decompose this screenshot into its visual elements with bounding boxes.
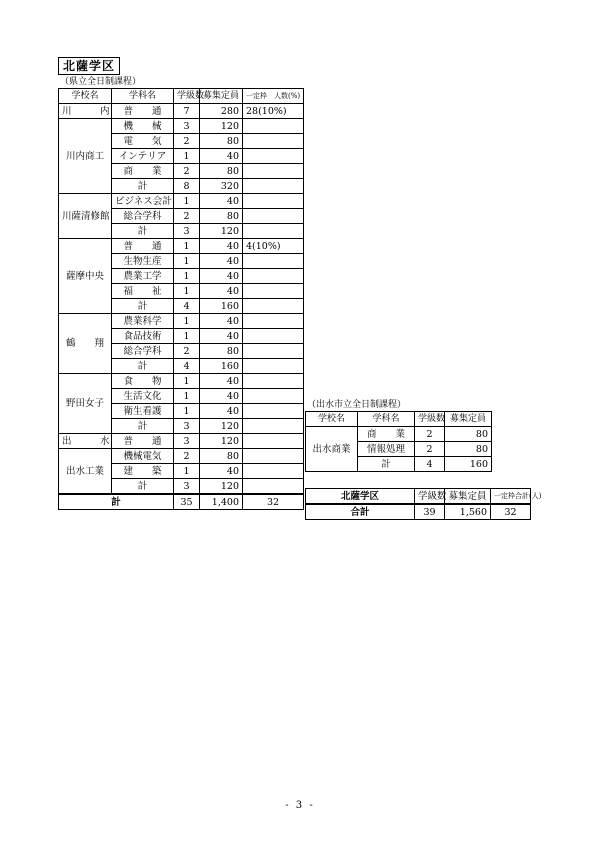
capacity-cell: 40 (200, 254, 243, 269)
school-name: 川 内 (59, 104, 112, 119)
classes-cell: 3 (174, 119, 200, 134)
dept-cell: 建 築 (112, 464, 174, 479)
capacity-cell: 120 (200, 119, 243, 134)
quota-cell (243, 194, 304, 209)
quota-cell: 4(10%) (243, 239, 304, 254)
dept-cell: 総合学科 (112, 209, 174, 224)
dept-cell: 情報処理 (358, 442, 415, 457)
header-dept: 学科名 (112, 89, 174, 104)
prefectural-table (58, 88, 304, 510)
capacity-cell: 120 (200, 419, 243, 434)
dept-cell: 食 物 (112, 374, 174, 389)
capacity-cell: 280 (200, 104, 243, 119)
dept-cell: 計 (112, 224, 174, 239)
capacity-cell: 80 (200, 164, 243, 179)
header-capacity: 募集定員 (200, 89, 243, 104)
capacity-cell: 40 (200, 464, 243, 479)
dept-cell: 計 (112, 359, 174, 374)
capacity-cell: 40 (200, 194, 243, 209)
classes-cell: 1 (174, 269, 200, 284)
summary-total-label: 合計 (306, 504, 415, 520)
dept-cell: 計 (112, 479, 174, 495)
quota-cell (243, 404, 304, 419)
summary-total-quota: 32 (491, 504, 531, 520)
quota-cell (243, 359, 304, 374)
table-row (59, 119, 304, 134)
classes-cell: 1 (174, 194, 200, 209)
capacity-cell: 40 (200, 269, 243, 284)
quota-cell (243, 164, 304, 179)
classes-cell: 4 (174, 359, 200, 374)
table-header-row (306, 489, 531, 505)
classes-cell: 3 (174, 419, 200, 434)
header-classes: 学級数 (415, 412, 445, 427)
dept-cell: 普 通 (112, 434, 174, 449)
capacity-cell: 80 (200, 209, 243, 224)
header-dept: 学科名 (358, 412, 415, 427)
classes-cell: 2 (415, 442, 445, 457)
dept-cell: 計 (112, 299, 174, 314)
school-name: 出 水 (59, 434, 112, 449)
school-name: 出水商業 (306, 427, 358, 472)
capacity-cell: 120 (200, 224, 243, 239)
dept-cell: 総合学科 (112, 344, 174, 359)
total-row (59, 494, 304, 510)
dept-cell: ビジネス会計 (112, 194, 174, 209)
quota-cell (243, 254, 304, 269)
table-row (59, 239, 304, 254)
municipal-table (305, 411, 492, 472)
total-quota: 32 (243, 494, 304, 510)
capacity-cell: 120 (200, 479, 243, 495)
quota-cell (243, 209, 304, 224)
quota-cell (243, 149, 304, 164)
school-name: 薩摩中央 (59, 239, 112, 314)
classes-cell: 2 (174, 344, 200, 359)
table-row (59, 374, 304, 389)
classes-cell: 2 (174, 449, 200, 464)
table-header-row (59, 89, 304, 104)
school-name: 出水工業 (59, 449, 112, 495)
table-row (59, 194, 304, 209)
classes-cell: 7 (174, 104, 200, 119)
classes-cell: 8 (174, 179, 200, 194)
quota-cell (243, 329, 304, 344)
dept-cell: 生活文化 (112, 389, 174, 404)
quota-cell (243, 434, 304, 449)
classes-cell: 3 (174, 434, 200, 449)
page-number: - 3 - (285, 800, 315, 811)
capacity-cell: 80 (445, 427, 492, 442)
school-name: 鶴 翔 (59, 314, 112, 374)
table-header-row (306, 412, 492, 427)
dept-cell: 食品技術 (112, 329, 174, 344)
dept-cell: 福 祉 (112, 284, 174, 299)
table-row (306, 427, 492, 442)
dept-cell: インテリア (112, 149, 174, 164)
quota-cell (243, 344, 304, 359)
summary-header-capacity: 募集定員 (445, 489, 491, 505)
school-name: 川内商工 (59, 119, 112, 194)
summary-district: 北薩学区 (306, 489, 415, 505)
capacity-cell: 120 (200, 434, 243, 449)
header-school: 学校名 (59, 89, 112, 104)
table-row (59, 104, 304, 119)
quota-cell (243, 449, 304, 464)
classes-cell: 1 (174, 149, 200, 164)
header-quota: 一定枠 人数(%) (243, 89, 304, 104)
classes-cell: 1 (174, 404, 200, 419)
classes-cell: 1 (174, 464, 200, 479)
summary-table (305, 488, 542, 520)
dept-cell: 商 業 (358, 427, 415, 442)
quota-cell (243, 419, 304, 434)
dept-cell: 計 (358, 457, 415, 472)
capacity-cell: 160 (200, 299, 243, 314)
dept-cell: 農業科学 (112, 314, 174, 329)
quota-cell (243, 299, 304, 314)
capacity-cell: 40 (200, 284, 243, 299)
summary-total-capacity: 1,560 (445, 504, 491, 520)
header-capacity: 募集定員 (445, 412, 492, 427)
dept-cell: 生物生産 (112, 254, 174, 269)
classes-cell: 4 (174, 299, 200, 314)
dept-cell: 商 業 (112, 164, 174, 179)
quota-cell (243, 374, 304, 389)
classes-cell: 1 (174, 389, 200, 404)
capacity-cell: 160 (200, 359, 243, 374)
quota-cell: 28(10%) (243, 104, 304, 119)
quota-cell (243, 314, 304, 329)
quota-cell (243, 134, 304, 149)
capacity-cell: 40 (200, 329, 243, 344)
table-row (59, 449, 304, 464)
quota-cell (243, 269, 304, 284)
classes-cell: 2 (174, 134, 200, 149)
capacity-cell: 40 (200, 374, 243, 389)
district-title: 北薩学区 (58, 57, 120, 75)
classes-cell: 3 (174, 479, 200, 495)
summary-header-classes: 学級数 (415, 489, 445, 505)
classes-cell: 1 (174, 254, 200, 269)
capacity-cell: 40 (200, 389, 243, 404)
dept-cell: 機械電気 (112, 449, 174, 464)
capacity-cell: 80 (200, 449, 243, 464)
header-school: 学校名 (306, 412, 358, 427)
quota-cell (243, 479, 304, 495)
classes-cell: 2 (415, 427, 445, 442)
capacity-cell: 160 (445, 457, 492, 472)
summary-total-classes: 39 (415, 504, 445, 520)
classes-cell: 1 (174, 239, 200, 254)
total-capacity: 1,400 (200, 494, 243, 510)
quota-cell (243, 389, 304, 404)
dept-cell: 普 通 (112, 239, 174, 254)
classes-cell: 1 (174, 284, 200, 299)
classes-cell: 2 (174, 209, 200, 224)
capacity-cell: 320 (200, 179, 243, 194)
dept-cell: 農業工学 (112, 269, 174, 284)
table-row (59, 434, 304, 449)
capacity-cell: 40 (200, 314, 243, 329)
capacity-cell: 80 (445, 442, 492, 457)
total-label: 計 (59, 494, 174, 510)
classes-cell: 3 (174, 224, 200, 239)
school-name: 川薩清修館 (59, 194, 112, 239)
quota-cell (243, 284, 304, 299)
classes-cell: 1 (174, 329, 200, 344)
capacity-cell: 80 (200, 344, 243, 359)
classes-cell: 1 (174, 314, 200, 329)
classes-cell: 4 (415, 457, 445, 472)
municipal-caption: （出水市立全日制課程） (307, 400, 407, 410)
capacity-cell: 40 (200, 239, 243, 254)
dept-cell: 計 (112, 419, 174, 434)
dept-cell: 衛生看護 (112, 404, 174, 419)
school-name: 野田女子 (59, 374, 112, 434)
capacity-cell: 40 (200, 149, 243, 164)
dept-cell: 電 気 (112, 134, 174, 149)
table-row (59, 314, 304, 329)
summary-total-row (306, 504, 531, 520)
dept-cell: 普 通 (112, 104, 174, 119)
total-classes: 35 (174, 494, 200, 510)
dept-cell: 計 (112, 179, 174, 194)
capacity-cell: 80 (200, 134, 243, 149)
header-classes: 学級数 (174, 89, 200, 104)
dept-cell: 機 械 (112, 119, 174, 134)
summary-header-quota: 一定枠合計(人) (491, 489, 531, 505)
quota-cell (243, 179, 304, 194)
quota-cell (243, 464, 304, 479)
classes-cell: 1 (174, 374, 200, 389)
quota-cell (243, 224, 304, 239)
prefectural-caption: （県立全日制課程） (60, 77, 142, 87)
quota-cell (243, 119, 304, 134)
classes-cell: 2 (174, 164, 200, 179)
capacity-cell: 40 (200, 404, 243, 419)
